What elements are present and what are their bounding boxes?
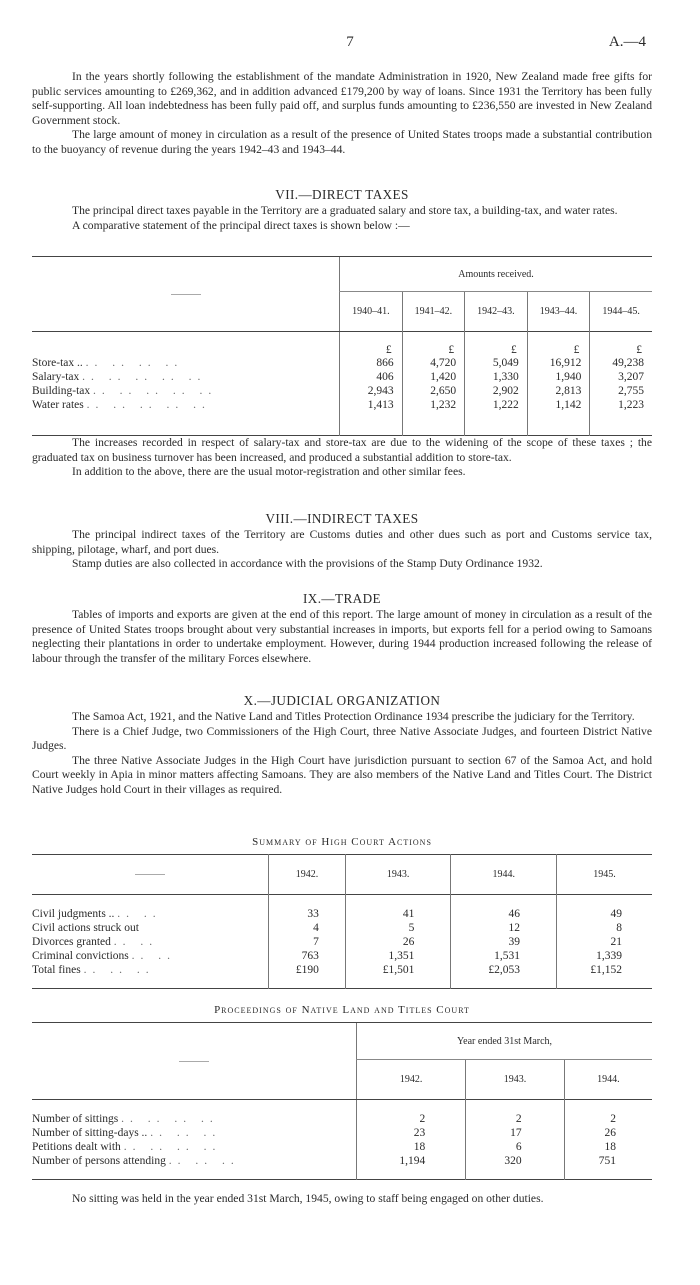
unit-label: £ bbox=[527, 332, 590, 356]
row-label: Water rates bbox=[32, 398, 84, 411]
column-header: 1944–45. bbox=[590, 292, 652, 332]
cell: 21 bbox=[556, 935, 652, 949]
cell: 23 bbox=[357, 1126, 466, 1140]
intro-section bbox=[32, 70, 652, 158]
cell: 1,194 bbox=[357, 1154, 466, 1168]
row-label: Number of persons attending bbox=[32, 1154, 166, 1167]
column-header: 1944. bbox=[564, 1060, 652, 1100]
judicial-section bbox=[32, 692, 652, 798]
cell: 1,420 bbox=[402, 370, 465, 384]
cell: 49,238 bbox=[590, 356, 652, 370]
unit-label: £ bbox=[340, 332, 403, 356]
cell: 12 bbox=[451, 921, 557, 935]
unit-label: £ bbox=[402, 332, 465, 356]
row-label: Civil actions struck out bbox=[32, 921, 140, 934]
cell: 33 bbox=[269, 907, 346, 921]
cell: 1,222 bbox=[465, 398, 528, 412]
direct-taxes-notes bbox=[32, 436, 652, 480]
cell: 1,351 bbox=[345, 949, 451, 963]
table-row: Number of sittings .. .. .. .. 2 2 2 bbox=[32, 1112, 652, 1126]
cell: 2,813 bbox=[527, 384, 590, 398]
table-row: Store-tax .. .. .. .. .. 866 4,720 5,049 16,912 49,238 bbox=[32, 356, 652, 370]
cell: 751 bbox=[564, 1154, 652, 1168]
cell: 7 bbox=[269, 935, 346, 949]
group-header: Amounts received. bbox=[458, 269, 534, 280]
table-row bbox=[32, 921, 652, 935]
table-row: Petitions dealt with .. .. .. .. 18 6 18 bbox=[32, 1140, 652, 1154]
cell: £1,152 bbox=[556, 963, 652, 977]
paragraph: A comparative statement of the principal direct taxes is shown below :— bbox=[72, 218, 410, 232]
cell: 1,413 bbox=[340, 398, 403, 412]
row-label: Building-tax bbox=[32, 384, 91, 397]
cell: 4,720 bbox=[402, 356, 465, 370]
cell: 2,650 bbox=[402, 384, 465, 398]
column-header: 1940–41. bbox=[340, 292, 403, 332]
column-header: 1945. bbox=[556, 855, 652, 895]
paragraph: The increases recorded in respect of salary-tax and store-tax are due to the widening of the scope of these taxes ; the graduated tax on business turnover has been increased, and produced a substantial addition to store-tax. bbox=[32, 436, 652, 464]
column-header: 1943–44. bbox=[527, 292, 590, 332]
cell: 8 bbox=[556, 921, 652, 935]
cell: 5,049 bbox=[465, 356, 528, 370]
cell: 39 bbox=[451, 935, 557, 949]
row-label: Divorces granted bbox=[32, 935, 111, 948]
paragraph: The Samoa Act, 1921, and the Native Land and Titles Protection Ordinance 1934 prescribe the judiciary for the Territory. bbox=[72, 710, 635, 723]
page-number: 7 bbox=[346, 34, 354, 50]
row-label: Civil judgments .. bbox=[32, 907, 115, 920]
cell: 2,902 bbox=[465, 384, 528, 398]
table-row: Total fines .. .. .. £190 £1,501 £2,053 £1,152 bbox=[32, 963, 652, 977]
cell: 866 bbox=[340, 356, 403, 370]
section-heading: IX.—TRADE bbox=[303, 591, 381, 606]
cell: 2 bbox=[357, 1112, 466, 1126]
table-row: Building-tax .. .. .. .. .. 2,943 2,650 2,902 2,813 2,755 bbox=[32, 384, 652, 398]
column-header: 1942. bbox=[269, 855, 346, 895]
column-header: 1941–42. bbox=[402, 292, 465, 332]
direct-taxes-section bbox=[32, 186, 652, 233]
high-court-table bbox=[32, 836, 652, 989]
column-header: 1942–43. bbox=[465, 292, 528, 332]
row-label: Number of sittings bbox=[32, 1112, 119, 1125]
table-row: Water rates .. .. .. .. .. 1,413 1,232 1,222 1,142 1,223 bbox=[32, 398, 652, 412]
cell: 1,232 bbox=[402, 398, 465, 412]
table-caption: Proceedings of Native Land and Titles Court bbox=[214, 1004, 470, 1016]
cell: 320 bbox=[466, 1154, 564, 1168]
cell: 18 bbox=[564, 1140, 652, 1154]
cell: 1,531 bbox=[451, 949, 557, 963]
unit-label: £ bbox=[465, 332, 528, 356]
paragraph: Tables of imports and exports are given at the end of this report. The large amount of money in circulation as a result of the presence of United States troops brought about very substantial increases in imports, but exports fell for a period owing to Samoans neglecting their plantations in order to undertake employment. However, during 1944 production increased following the release of labour through the transfer of the military Forces elsewhere. bbox=[32, 608, 652, 665]
row-label: Number of sitting-days .. bbox=[32, 1126, 148, 1139]
paragraph: In the years shortly following the establishment of the mandate Administration in 1920, New Zealand made free gifts for public services amounting to £269,362, and in addition advanced £179,200 by way of loans. Since 1931 the Territory has been fully self-supporting. All loan indebtedness has been fully paid off, and surplus funds amounting to £236,550 are invested in New Zealand Government stock. bbox=[32, 70, 652, 127]
section-heading: VIII.—INDIRECT TAXES bbox=[265, 511, 419, 526]
row-label: Store-tax .. bbox=[32, 356, 83, 369]
cell: 49 bbox=[556, 907, 652, 921]
cell: 406 bbox=[340, 370, 403, 384]
table-row: Number of persons attending .. .. .. 1,194 320 751 bbox=[32, 1154, 652, 1168]
direct-taxes-table bbox=[32, 256, 652, 436]
cell: 2 bbox=[466, 1112, 564, 1126]
cell: 17 bbox=[466, 1126, 564, 1140]
table-row: Civil judgments .. .. .. 33 41 46 49 bbox=[32, 907, 652, 921]
document-reference: A.—4 bbox=[608, 34, 646, 50]
cell: 16,912 bbox=[527, 356, 590, 370]
cell: 41 bbox=[345, 907, 451, 921]
paragraph: In addition to the above, there are the usual motor-registration and other similar fees. bbox=[72, 465, 466, 479]
column-header: 1944. bbox=[451, 855, 557, 895]
paragraph: The principal indirect taxes of the Territory are Customs duties and other dues such as port and Customs service tax, shipping, pilotage, wharf, and port dues. bbox=[32, 528, 652, 556]
cell: 18 bbox=[357, 1140, 466, 1154]
cell: 6 bbox=[466, 1140, 564, 1154]
paragraph: Stamp duties are also collected in accordance with the provisions of the Stamp Duty Ordinance 1932. bbox=[72, 557, 543, 571]
cell: £2,053 bbox=[451, 963, 557, 977]
cell: £190 bbox=[269, 963, 346, 977]
paragraph: The principal direct taxes payable in the Territory are a graduated salary and store tax, a building-tax, and water rates. bbox=[72, 204, 618, 217]
closing-note bbox=[32, 1192, 652, 1207]
group-header: Year ended 31st March, bbox=[456, 1036, 553, 1047]
cell: 1,940 bbox=[527, 370, 590, 384]
table-caption: Summary of High Court Actions bbox=[252, 836, 432, 848]
column-header: 1943. bbox=[466, 1060, 564, 1100]
paragraph: There is a Chief Judge, two Commissioners of the High Court, three Native Associate Judges, and fourteen District Native Judges. bbox=[32, 724, 652, 753]
paragraph: The three Native Associate Judges in the High Court have jurisdiction pursuant to section 67 of the Samoa Act, and hold Court weekly in Apia in minor matters affecting Samoans. They are also members of the Native Land and Titles Court. The District Native Judges hold Court in their villages as required. bbox=[32, 753, 652, 796]
cell: 1,339 bbox=[556, 949, 652, 963]
row-label: Criminal convictions bbox=[32, 949, 129, 962]
cell: 2,755 bbox=[590, 384, 652, 398]
paragraph: No sitting was held in the year ended 31st March, 1945, owing to staff being engaged on other duties. bbox=[72, 1192, 544, 1205]
cell: 46 bbox=[451, 907, 557, 921]
unit-label: £ bbox=[590, 332, 652, 356]
cell: 1,142 bbox=[527, 398, 590, 412]
cell: 2,943 bbox=[340, 384, 403, 398]
cell: 763 bbox=[269, 949, 346, 963]
table-row: Number of sitting-days .. .. .. .. 23 17 26 bbox=[32, 1126, 652, 1140]
cell: 3,207 bbox=[590, 370, 652, 384]
section-heading: X.—JUDICIAL ORGANIZATION bbox=[243, 693, 441, 708]
table-row: Divorces granted .. .. 7 26 39 21 bbox=[32, 935, 652, 949]
trade-section bbox=[32, 590, 652, 666]
column-header: 1943. bbox=[345, 855, 451, 895]
section-heading: VII.—DIRECT TAXES bbox=[275, 187, 409, 202]
land-court-table bbox=[32, 1004, 652, 1180]
cell: 5 bbox=[345, 921, 451, 935]
cell: £1,501 bbox=[345, 963, 451, 977]
cell: 1,330 bbox=[465, 370, 528, 384]
cell: 26 bbox=[564, 1126, 652, 1140]
paragraph: The large amount of money in circulation as a result of the presence of United States troops made a substantial contribution to the buoyancy of revenue during the years 1942–43 and 1943–44. bbox=[32, 128, 652, 156]
table-row: Criminal convictions .. .. 763 1,351 1,531 1,339 bbox=[32, 949, 652, 963]
column-header: 1942. bbox=[357, 1060, 466, 1100]
row-label: Petitions dealt with bbox=[32, 1140, 121, 1153]
table-row: Salary-tax .. .. .. .. .. 406 1,420 1,330 1,940 3,207 bbox=[32, 370, 652, 384]
cell: 26 bbox=[345, 935, 451, 949]
indirect-taxes-section bbox=[32, 510, 652, 572]
cell: 2 bbox=[564, 1112, 652, 1126]
row-label: Salary-tax bbox=[32, 370, 80, 383]
cell: 1,223 bbox=[590, 398, 652, 412]
cell: 4 bbox=[269, 921, 346, 935]
row-label: Total fines bbox=[32, 963, 81, 976]
